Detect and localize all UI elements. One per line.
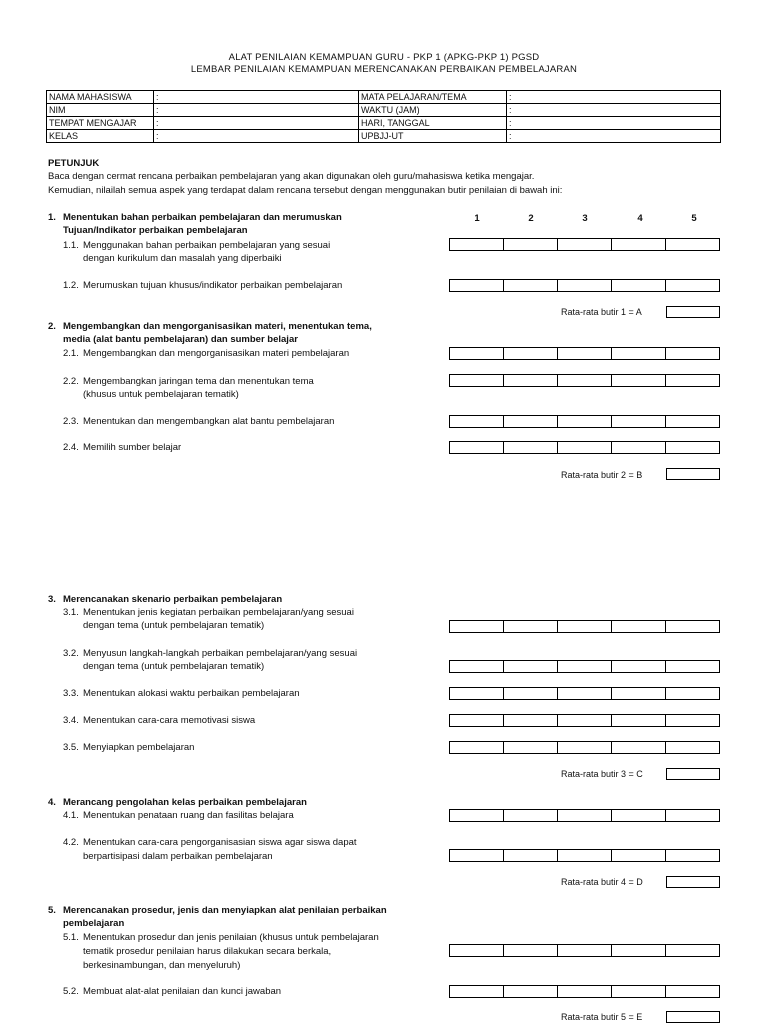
rating-cell[interactable] bbox=[665, 374, 720, 387]
rating-cell[interactable] bbox=[665, 441, 720, 454]
average-box-a[interactable] bbox=[666, 306, 720, 318]
petunjuk-line-2: Kemudian, nilailah semua aspek yang terdapat dalam rencana tersebut dengan menggunakan butir penilaian di bawah ini: bbox=[48, 185, 563, 196]
rating-cell[interactable] bbox=[449, 741, 503, 754]
average-label-e: Rata-rata butir 5 = E bbox=[561, 1012, 643, 1022]
rating-cell[interactable] bbox=[611, 687, 665, 700]
table-row bbox=[47, 130, 721, 143]
rating-cell[interactable] bbox=[449, 441, 503, 454]
item-number: 3.5. bbox=[63, 742, 79, 753]
item-text: Menentukan cara-cara pengorganisasian siswa agar siswa dapat bbox=[83, 837, 357, 848]
rating-cell[interactable] bbox=[611, 944, 665, 957]
rating-cell[interactable] bbox=[611, 238, 665, 251]
item-number: 4.2. bbox=[63, 837, 79, 848]
rating-cell[interactable] bbox=[557, 660, 611, 673]
rating-cell[interactable] bbox=[665, 849, 720, 862]
rating-cell[interactable] bbox=[449, 714, 503, 727]
rating-cell[interactable] bbox=[557, 687, 611, 700]
rating-cell[interactable] bbox=[449, 415, 503, 428]
item-number: 3.3. bbox=[63, 688, 79, 699]
item-number: 1.2. bbox=[63, 280, 79, 291]
item-text: Mengembangkan dan mengorganisasikan materi pembelajaran bbox=[83, 348, 350, 359]
rating-cell[interactable] bbox=[503, 374, 557, 387]
rating-cell[interactable] bbox=[611, 985, 665, 998]
rating-row-3-2 bbox=[449, 660, 720, 673]
rating-cell[interactable] bbox=[665, 687, 720, 700]
rating-row-4-2 bbox=[449, 849, 720, 862]
label-nama: NAMA MAHASISWA bbox=[47, 91, 154, 104]
rating-row-2-4 bbox=[449, 441, 720, 454]
item-text: Menentukan dan mengembangkan alat bantu pembelajaran bbox=[83, 416, 335, 427]
item-number: 3.4. bbox=[63, 715, 79, 726]
rating-row-3-1 bbox=[449, 620, 720, 633]
section-2-title-cont: media (alat bantu pembelajaran) dan sumber belajar bbox=[63, 334, 298, 345]
scale-2: 2 bbox=[528, 213, 534, 224]
scale-1: 1 bbox=[474, 213, 480, 224]
rating-cell[interactable] bbox=[503, 620, 557, 633]
label-upbjj: UPBJJ-UT bbox=[359, 130, 507, 143]
form-subtitle: LEMBAR PENILAIAN KEMAMPUAN MERENCANAKAN PERBAIKAN PEMBELAJARAN bbox=[190, 64, 578, 75]
rating-cell[interactable] bbox=[665, 809, 720, 822]
section-2-number: 2. bbox=[48, 321, 56, 332]
field-tempat[interactable]: : bbox=[154, 117, 359, 130]
item-text: Menentukan jenis kegiatan perbaikan pembelajaran/yang sesuai bbox=[83, 607, 354, 618]
rating-cell[interactable] bbox=[557, 985, 611, 998]
form-title: ALAT PENILAIAN KEMAMPUAN GURU - PKP 1 (APKG-PKP 1) PGSD bbox=[228, 52, 540, 63]
rating-cell[interactable] bbox=[665, 741, 720, 754]
rating-cell[interactable] bbox=[503, 714, 557, 727]
label-nim: NIM bbox=[47, 104, 154, 117]
item-number: 3.2. bbox=[63, 648, 79, 659]
label-mapel: MATA PELAJARAN/TEMA bbox=[359, 91, 507, 104]
rating-cell[interactable] bbox=[449, 687, 503, 700]
rating-row-1-1 bbox=[449, 238, 720, 251]
table-row bbox=[47, 117, 721, 130]
item-text: Menentukan cara-cara memotivasi siswa bbox=[83, 715, 256, 726]
rating-cell[interactable] bbox=[665, 985, 720, 998]
rating-cell[interactable] bbox=[611, 347, 665, 360]
rating-cell[interactable] bbox=[503, 238, 557, 251]
item-text: Memilih sumber belajar bbox=[83, 442, 182, 453]
rating-cell[interactable] bbox=[449, 374, 503, 387]
section-1-title-cont: Tujuan/Indikator perbaikan pembelajaran bbox=[63, 225, 248, 236]
item-number: 1.1. bbox=[63, 240, 79, 251]
label-hari: HARI, TANGGAL bbox=[359, 117, 507, 130]
section-4-title: Merancang pengolahan kelas perbaikan pembelajaran bbox=[63, 797, 307, 808]
rating-cell[interactable] bbox=[665, 620, 720, 633]
item-text-cont: dengan tema (untuk pembelajaran tematik) bbox=[83, 661, 265, 672]
item-text-cont: (khusus untuk pembelajaran tematik) bbox=[83, 389, 239, 400]
rating-cell[interactable] bbox=[503, 944, 557, 957]
section-2-title: Mengembangkan dan mengorganisasikan materi, menentukan tema, bbox=[63, 321, 372, 332]
average-box-b[interactable] bbox=[666, 468, 720, 480]
label-tempat: TEMPAT MENGAJAR bbox=[47, 117, 154, 130]
item-text-cont: tematik prosedur penilaian harus dilakukan secara berkala, bbox=[83, 946, 332, 957]
section-3-number: 3. bbox=[48, 594, 56, 605]
section-1-title: Menentukan bahan perbaikan pembelajaran dan merumuskan bbox=[63, 212, 342, 223]
rating-cell[interactable] bbox=[449, 279, 503, 292]
item-text: Menentukan penataan ruang dan fasilitas belajara bbox=[83, 810, 294, 821]
rating-cell[interactable] bbox=[503, 687, 557, 700]
item-text: Menyiapkan pembelajaran bbox=[83, 742, 195, 753]
item-text-cont: dengan tema (untuk pembelajaran tematik) bbox=[83, 620, 265, 631]
rating-cell[interactable] bbox=[557, 849, 611, 862]
item-number: 2.2. bbox=[63, 376, 79, 387]
item-text-cont: berpartisipasi dalam perbaikan pembelajaran bbox=[83, 851, 273, 862]
rating-cell[interactable] bbox=[611, 741, 665, 754]
item-number: 2.3. bbox=[63, 416, 79, 427]
section-5-title: Merencanakan prosedur, jenis dan menyiapkan alat penilaian perbaikan bbox=[63, 905, 387, 916]
field-mapel[interactable]: : bbox=[507, 91, 721, 104]
rating-cell[interactable] bbox=[665, 279, 720, 292]
rating-cell[interactable] bbox=[449, 809, 503, 822]
petunjuk-line-1: Baca dengan cermat rencana perbaikan pembelajaran yang akan digunakan oleh guru/mahasiswa ketika mengajar. bbox=[48, 171, 535, 182]
rating-cell[interactable] bbox=[503, 347, 557, 360]
rating-cell[interactable] bbox=[449, 620, 503, 633]
average-label-c: Rata-rata butir 3 = C bbox=[561, 769, 643, 779]
field-kelas[interactable]: : bbox=[154, 130, 359, 143]
petunjuk-heading: PETUNJUK bbox=[48, 158, 100, 169]
average-label-a: Rata-rata butir 1 = A bbox=[561, 307, 642, 317]
rating-cell[interactable] bbox=[665, 660, 720, 673]
rating-row-3-4 bbox=[449, 714, 720, 727]
item-number: 5.2. bbox=[63, 986, 79, 997]
table-row bbox=[47, 104, 721, 117]
rating-row-2-1 bbox=[449, 347, 720, 360]
section-1-number: 1. bbox=[48, 212, 56, 223]
rating-cell[interactable] bbox=[449, 660, 503, 673]
field-nama[interactable]: : bbox=[154, 91, 359, 104]
rating-cell[interactable] bbox=[557, 714, 611, 727]
item-text-cont: berkesinambungan, dan menyeluruh) bbox=[83, 960, 241, 971]
rating-cell[interactable] bbox=[503, 279, 557, 292]
rating-cell[interactable] bbox=[557, 741, 611, 754]
table-row bbox=[47, 91, 721, 104]
rating-cell[interactable] bbox=[665, 944, 720, 957]
average-box-e[interactable] bbox=[666, 1011, 720, 1023]
item-text: Mengembangkan jaringan tema dan menentukan tema bbox=[83, 376, 314, 387]
rating-cell[interactable] bbox=[665, 238, 720, 251]
field-upbjj[interactable]: : bbox=[507, 130, 721, 143]
scale-3: 3 bbox=[582, 213, 588, 224]
rating-cell[interactable] bbox=[449, 985, 503, 998]
rating-cell[interactable] bbox=[449, 238, 503, 251]
rating-cell[interactable] bbox=[503, 441, 557, 454]
rating-cell[interactable] bbox=[503, 415, 557, 428]
rating-row-4-1 bbox=[449, 809, 720, 822]
field-waktu[interactable]: : bbox=[507, 104, 721, 117]
average-box-c[interactable] bbox=[666, 768, 720, 780]
average-label-b: Rata-rata butir 2 = B bbox=[561, 470, 643, 480]
rating-row-5-2 bbox=[449, 985, 720, 998]
rating-cell[interactable] bbox=[557, 347, 611, 360]
item-text: Menyusun langkah-langkah perbaikan pembelajaran/yang sesuai bbox=[83, 648, 358, 659]
rating-row-2-3 bbox=[449, 415, 720, 428]
label-kelas: KELAS bbox=[47, 130, 154, 143]
rating-cell[interactable] bbox=[449, 944, 503, 957]
rating-cell[interactable] bbox=[665, 347, 720, 360]
field-nim[interactable]: : bbox=[154, 104, 359, 117]
rating-cell[interactable] bbox=[557, 415, 611, 428]
rating-cell[interactable] bbox=[503, 985, 557, 998]
rating-cell[interactable] bbox=[449, 347, 503, 360]
rating-row-5-1 bbox=[449, 944, 720, 957]
rating-cell[interactable] bbox=[611, 849, 665, 862]
rating-row-2-2 bbox=[449, 374, 720, 387]
item-text: Menentukan alokasi waktu perbaikan pembelajaran bbox=[83, 688, 300, 699]
rating-cell[interactable] bbox=[557, 279, 611, 292]
item-text: Menentukan prosedur dan jenis penilaian (khusus untuk pembelajaran bbox=[83, 932, 379, 943]
item-text: Membuat alat-alat penilaian dan kunci jawaban bbox=[83, 986, 282, 997]
item-number: 3.1. bbox=[63, 607, 79, 618]
section-5-title-cont: pembelajaran bbox=[63, 918, 125, 929]
field-hari[interactable]: : bbox=[507, 117, 721, 130]
label-waktu: WAKTU (JAM) bbox=[359, 104, 507, 117]
rating-cell[interactable] bbox=[557, 620, 611, 633]
rating-cell[interactable] bbox=[611, 415, 665, 428]
section-3-title: Merencanakan skenario perbaikan pembelajaran bbox=[63, 594, 283, 605]
identity-table bbox=[46, 90, 721, 143]
rating-cell[interactable] bbox=[557, 944, 611, 957]
rating-row-1-2 bbox=[449, 279, 720, 292]
item-number: 4.1. bbox=[63, 810, 79, 821]
item-number: 5.1. bbox=[63, 932, 79, 943]
rating-cell[interactable] bbox=[611, 809, 665, 822]
rating-row-3-5 bbox=[449, 741, 720, 754]
rating-cell[interactable] bbox=[665, 714, 720, 727]
item-text: Merumuskan tujuan khusus/indikator perbaikan pembelajaran bbox=[83, 280, 343, 291]
scale-5: 5 bbox=[691, 213, 697, 224]
rating-cell[interactable] bbox=[557, 238, 611, 251]
rating-cell[interactable] bbox=[503, 809, 557, 822]
rating-cell[interactable] bbox=[611, 660, 665, 673]
rating-cell[interactable] bbox=[665, 415, 720, 428]
item-text: Menggunakan bahan perbaikan pembelajaran yang sesuai bbox=[83, 240, 331, 251]
rating-cell[interactable] bbox=[557, 374, 611, 387]
rating-row-3-3 bbox=[449, 687, 720, 700]
item-number: 2.1. bbox=[63, 348, 79, 359]
rating-cell[interactable] bbox=[611, 714, 665, 727]
section-4-number: 4. bbox=[48, 797, 56, 808]
rating-cell[interactable] bbox=[503, 741, 557, 754]
rating-cell[interactable] bbox=[503, 849, 557, 862]
scale-4: 4 bbox=[637, 213, 643, 224]
rating-cell[interactable] bbox=[611, 441, 665, 454]
item-text-cont: dengan kurikulum dan masalah yang diperbaiki bbox=[83, 253, 282, 264]
item-number: 2.4. bbox=[63, 442, 79, 453]
average-box-d[interactable] bbox=[666, 876, 720, 888]
rating-cell[interactable] bbox=[557, 441, 611, 454]
rating-cell[interactable] bbox=[611, 279, 665, 292]
rating-cell[interactable] bbox=[611, 374, 665, 387]
rating-cell[interactable] bbox=[503, 660, 557, 673]
rating-cell[interactable] bbox=[611, 620, 665, 633]
average-label-d: Rata-rata butir 4 = D bbox=[561, 877, 643, 887]
rating-cell[interactable] bbox=[449, 849, 503, 862]
rating-cell[interactable] bbox=[557, 809, 611, 822]
section-5-number: 5. bbox=[48, 905, 56, 916]
